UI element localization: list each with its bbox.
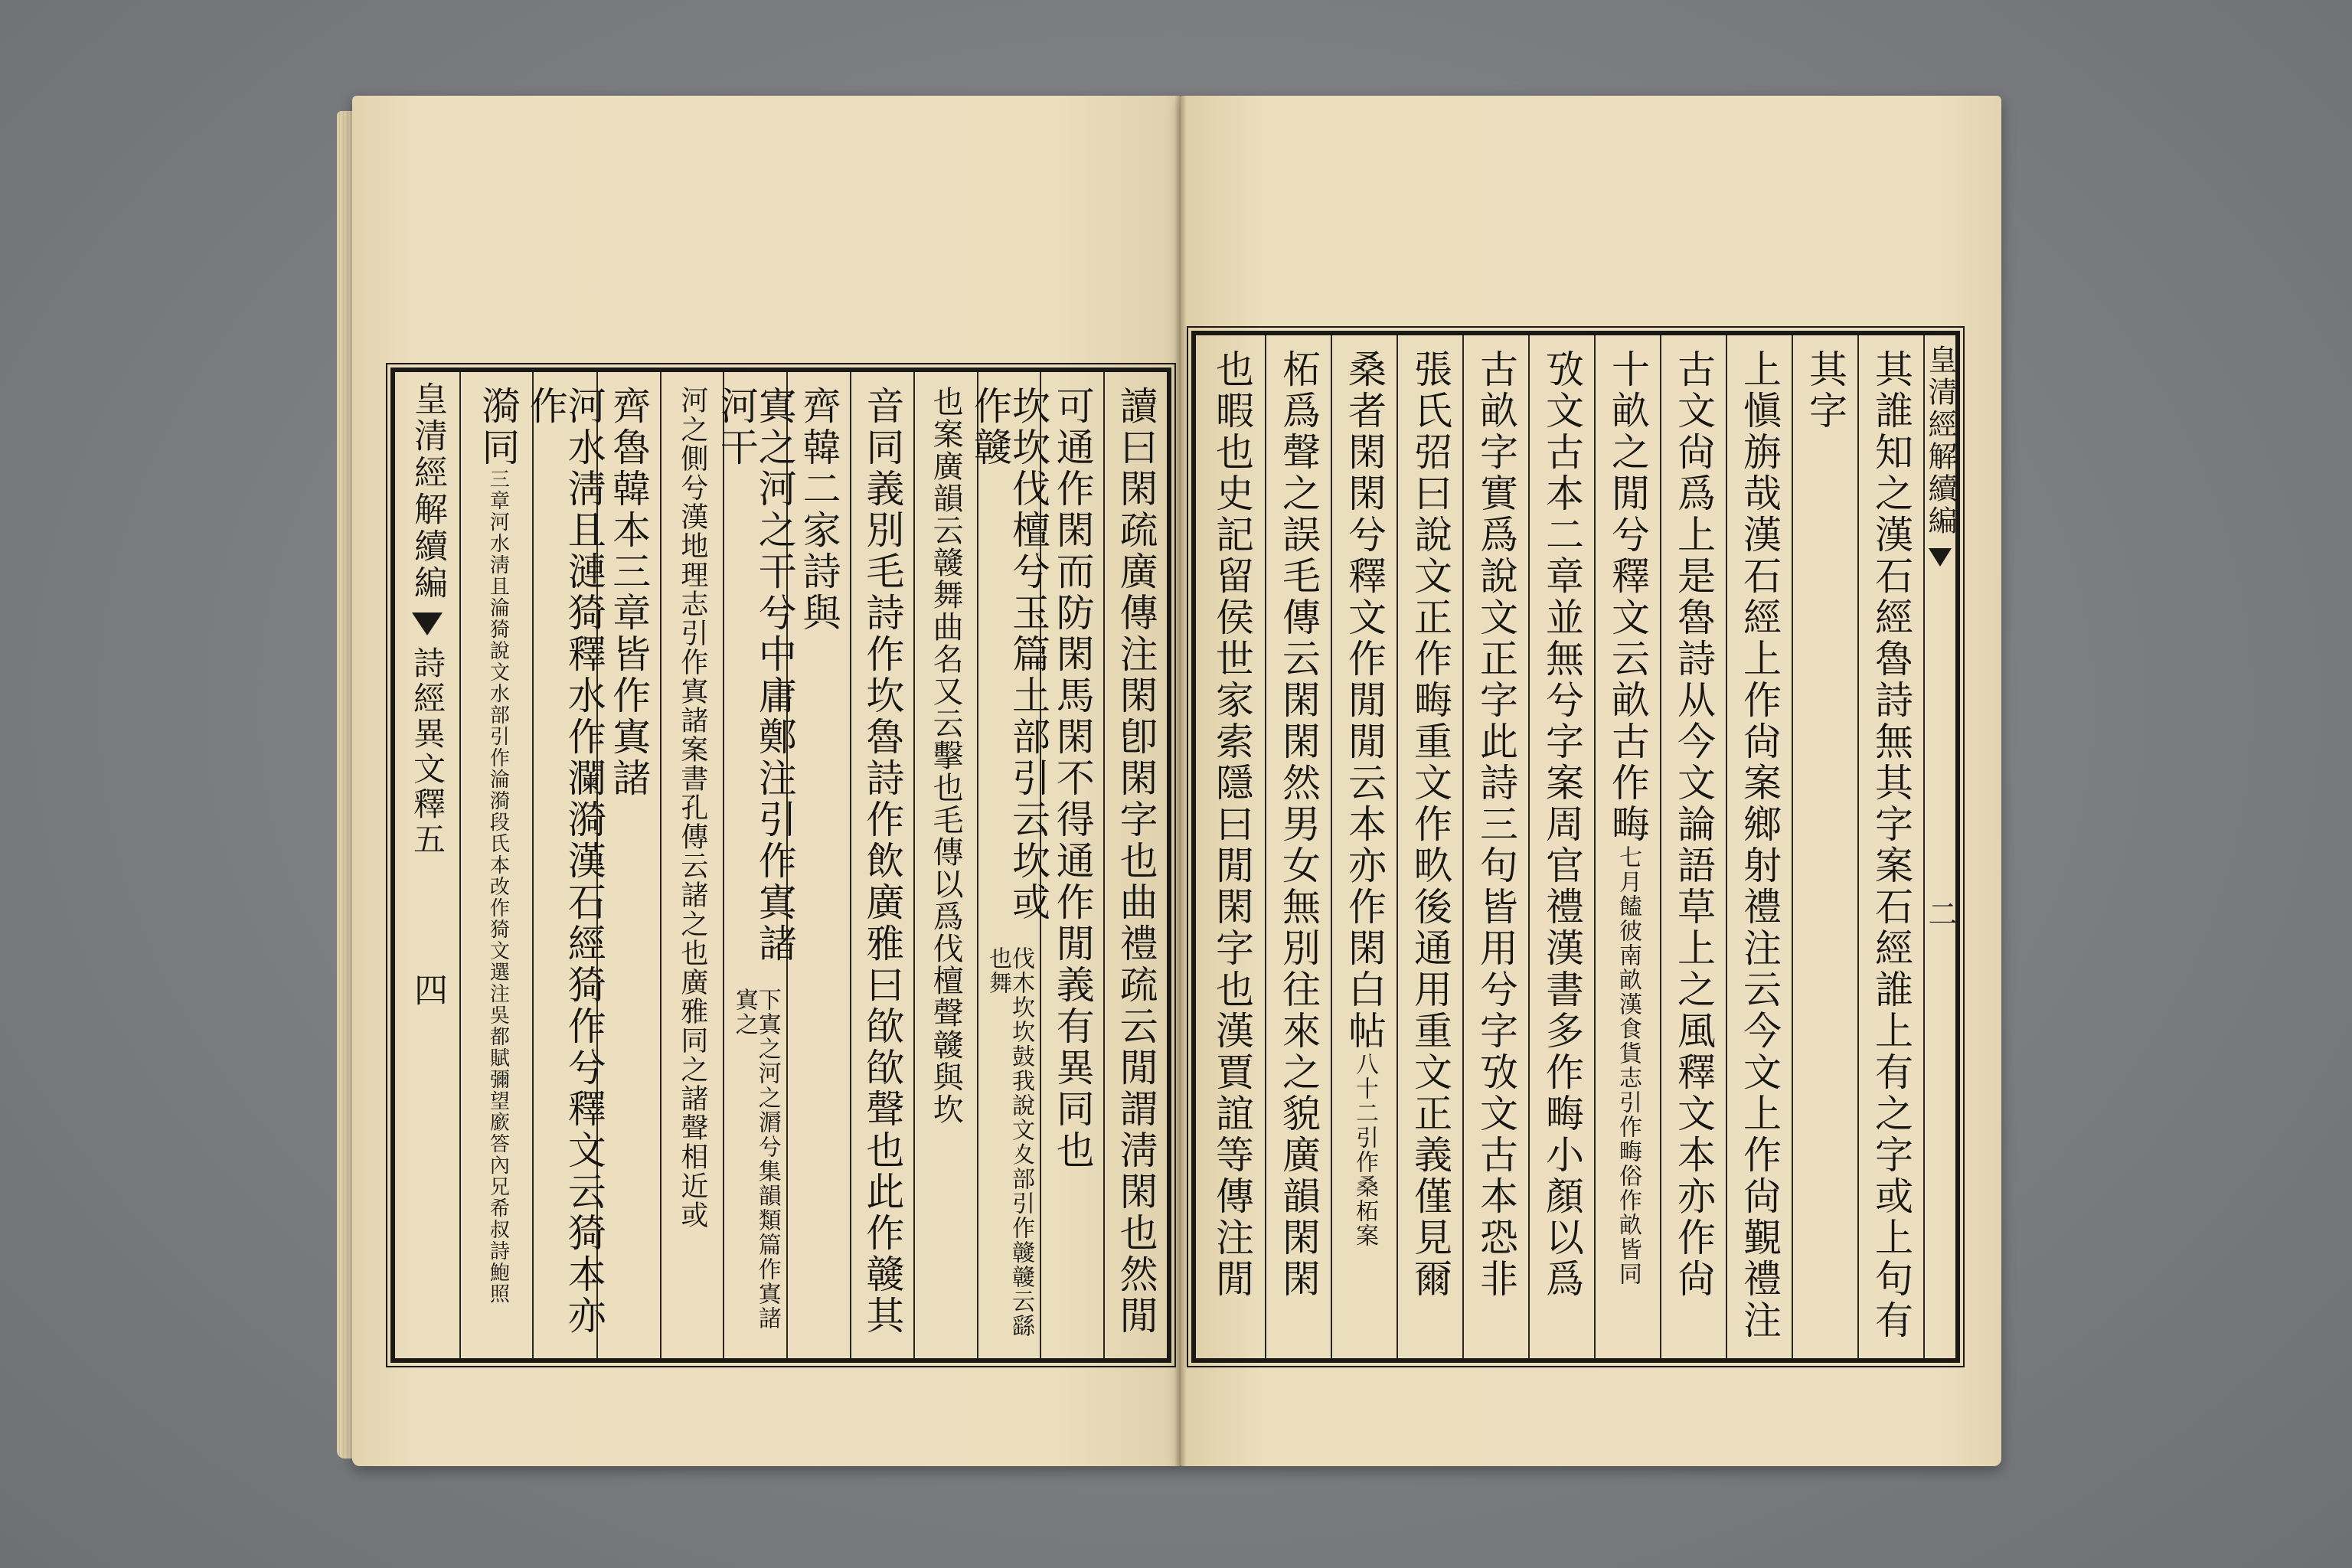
column-text: 柘爲聲之誤毛傳云閑閑然男女無別往來之貌廣韻閑閑 (1276, 349, 1321, 1300)
column-text: 寘之河之干兮中庸鄭注引作寘諸河干 (714, 386, 797, 965)
column-text: 坎坎伐檀兮玉篇土部引云坎或作竷 (967, 386, 1050, 923)
right-column-6 (1528, 335, 1594, 1358)
column-text: 河水淸且漣猗釋水作瀾漪漢石經猗作兮釋文云猗本亦作 (523, 386, 606, 1337)
left-column-5 (850, 372, 913, 1358)
column-note: 下寘之河之漘兮集韻類篇作寘諸寘之 (730, 988, 781, 1331)
right-column-10 (1265, 335, 1331, 1358)
left-column-1 (1103, 372, 1167, 1358)
right-column-11 (1199, 335, 1265, 1358)
right-margin-strip (1923, 335, 1955, 1358)
column-note: 伐木坎坎鼓我說文夊部引作竷竷云繇也舞 (984, 946, 1034, 1338)
left-column-3 (967, 372, 1050, 1358)
right-columns (1196, 335, 1923, 1358)
column-text: 桑者閑閑兮釋文作閒閒云本亦作閑白帖 (1342, 349, 1387, 1052)
column-text: 其字 (1803, 349, 1847, 432)
column-text: 漪同 (475, 386, 521, 469)
left-column-8 (660, 372, 724, 1358)
fish-tail-mark (1929, 548, 1952, 567)
left-margin-strip (395, 372, 461, 1358)
right-column-8 (1396, 335, 1462, 1358)
right-column-3 (1726, 335, 1792, 1358)
column-text: 古文尙爲上是魯詩从今文論語草上之風釋文本亦作尙 (1671, 349, 1716, 1300)
column-text: 上愼旃哉漢石經上作尙案鄉射禮注云今文上作尙覲禮注 (1737, 349, 1782, 1341)
column-text: 齊魯韓本三章皆作寘諸 (606, 386, 652, 799)
left-column-4 (913, 372, 977, 1358)
left-column-11 (464, 372, 532, 1358)
page-number: 二 (1923, 899, 1957, 931)
column-text: 讀曰閑疏廣傳注閑卽閑字也曲禮疏云閒謂淸閑也然閒 (1113, 386, 1158, 1337)
column-note: 三章河水淸且淪猗說文水部引作淪漪段氏本改作猗文選注吳都賦彌望廞答內兄希叔詩鮑照 (486, 469, 510, 1305)
column-note: 也案廣韻云竷舞曲名又云擊也毛傳以爲伐檀聲竷與坎 (928, 386, 964, 1125)
book-gutter (1174, 96, 1187, 1466)
right-column-7 (1462, 335, 1528, 1358)
book-title: 皇清經解續編 (408, 381, 447, 602)
section-title: 詩經異文釋五 (409, 646, 446, 858)
column-text: 十畝之閒兮釋文云畝古作畮 (1606, 349, 1650, 845)
left-columns (464, 372, 1167, 1358)
right-column-9 (1331, 335, 1396, 1358)
right-column-1 (1857, 335, 1923, 1358)
fish-tail-mark (412, 612, 443, 635)
book-title: 皇清經解續編 (1923, 345, 1957, 537)
column-text: 音同義別毛詩作坎魯詩作飲廣雅曰欿欿聲也此作竷其 (860, 386, 905, 1337)
column-text: 也暇也史記留侯世家索隱曰閒閑字也漢賈誼等傳注閒 (1210, 349, 1254, 1300)
right-text-frame (1191, 331, 1960, 1363)
right-column-2 (1792, 335, 1857, 1358)
column-note: 八十二引作桑柘案 (1351, 1052, 1378, 1248)
column-note: 七月饁彼南畝漢食貨志引作畮俗作畝皆同 (1615, 845, 1642, 1286)
left-column-7 (714, 372, 797, 1358)
column-text: 可通作閑而防閑馬閑不得通作閒義有異同也 (1050, 386, 1095, 1171)
column-text: 其誰知之漢石經魯詩無其字案石經誰上有之字或上句有 (1869, 349, 1913, 1341)
right-column-4 (1660, 335, 1726, 1358)
column-text: 齊韓二家詩與 (796, 386, 841, 634)
left-column-10 (523, 372, 606, 1358)
right-column-5 (1594, 335, 1660, 1358)
column-text: 古畝字實爲說文正字此詩三句皆用兮字攷文古本恐非 (1474, 349, 1518, 1300)
column-note: 河之側兮漢地理志引作寘諸案書孔傳云諸之也廣雅同之諸聲相近或 (676, 386, 708, 1230)
column-text: 張氏弨曰說文正作畮重文作畂後通用重文正義僅見爾 (1408, 349, 1452, 1300)
page-number: 四 (408, 972, 447, 1009)
left-text-frame (390, 368, 1171, 1363)
column-text: 攷文古本二章並無兮字案周官禮漢書多作畮小顏以爲 (1540, 349, 1584, 1300)
